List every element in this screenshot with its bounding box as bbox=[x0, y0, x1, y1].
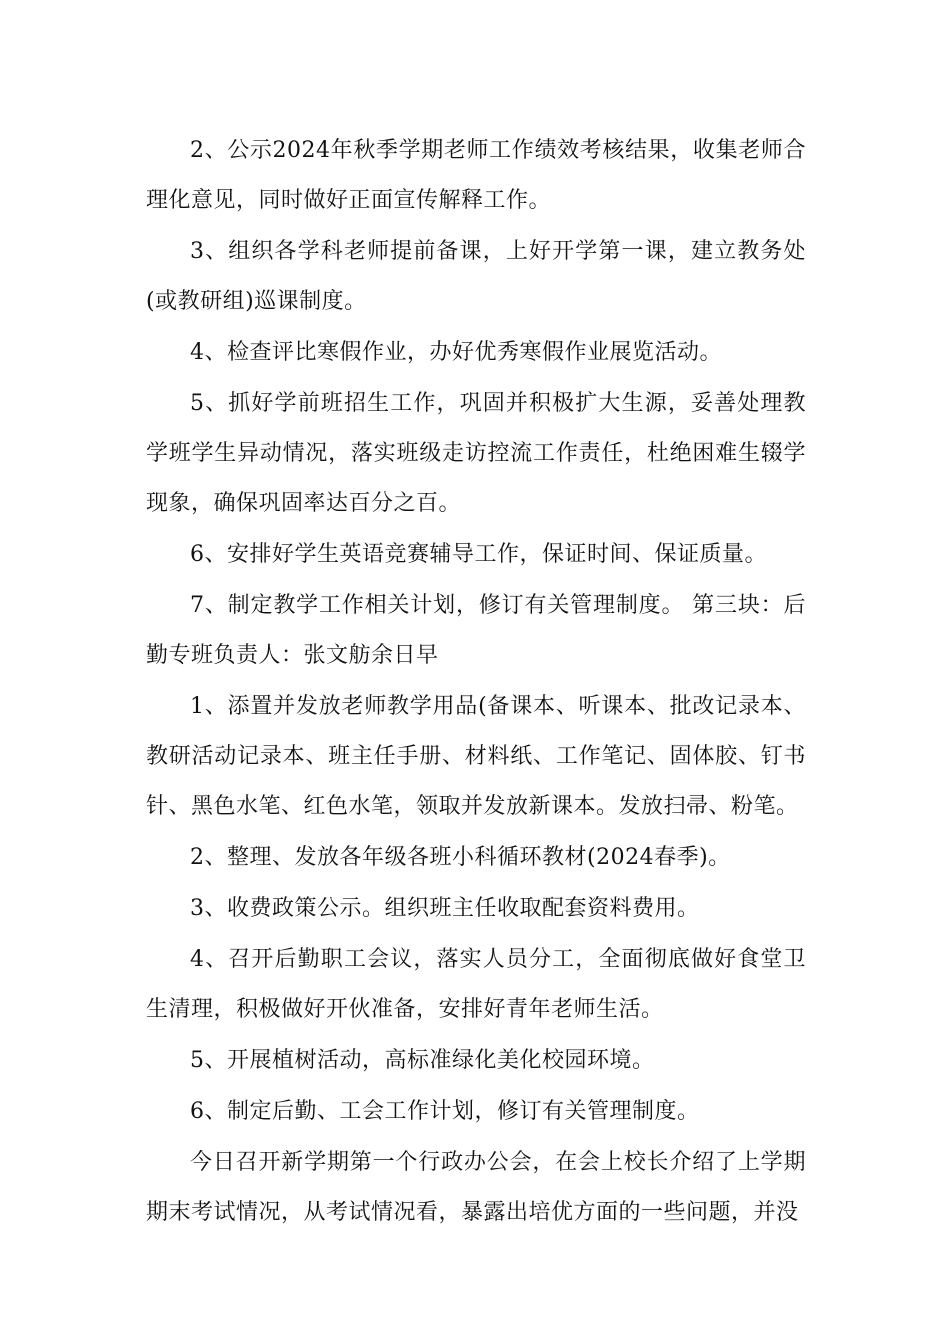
paragraph-item-7-and-section-three: 7、制定教学工作相关计划，修订有关管理制度。 第三块：后勤专班负责人：张文舫余日早 bbox=[146, 593, 806, 668]
paragraph-logistics-3: 3、收费政策公示。组织班主任收取配套资料费用。 bbox=[190, 896, 700, 921]
paragraph-item-6: 6、安排好学生英语竞赛辅导工作，保证时间、保证质量。 bbox=[190, 542, 767, 567]
paragraph-item-3: 3、组织各学科老师提前备课，上好开学第一课，建立教务处(或教研组)巡课制度。 bbox=[146, 239, 806, 314]
paragraph-logistics-6: 6、制定后勤、工会工作计划，修订有关管理制度。 bbox=[190, 1099, 700, 1124]
paragraph-item-4: 4、检查评比寒假作业，办好优秀寒假作业展览活动。 bbox=[190, 340, 722, 365]
paragraph-logistics-4: 4、召开后勤职工会议，落实人员分工，全面彻底做好食堂卫生清理，积极做好开伙准备，安排好青年老师生活。 bbox=[146, 947, 806, 1022]
document-body bbox=[146, 126, 806, 1239]
paragraph-logistics-5: 5、开展植树活动，高标准绿化美化校园环境。 bbox=[190, 1048, 655, 1073]
paragraph-item-5: 5、抓好学前班招生工作，巩固并积极扩大生源，妥善处理教学班学生异动情况，落实班级走访控流工作责任，杜绝困难生辍学现象，确保巩固率达百分之百。 bbox=[146, 391, 806, 516]
paragraph-meeting-summary: 今日召开新学期第一个行政办公会，在会上校长介绍了上学期期末考试情况，从考试情况看，暴露出培优方面的一些问题，并没 bbox=[146, 1150, 806, 1225]
paragraph-logistics-2: 2、整理、发放各年级各班小科循环教材(2024春季)。 bbox=[190, 845, 731, 870]
paragraph-logistics-1: 1、添置并发放老师教学用品(备课本、听课本、批改记录本、教研活动记录本、班主任手册、材料纸、工作笔记、固体胶、钉书针、黑色水笔、红色水笔，领取并发放新课本。发放扫帚、粉笔。 bbox=[146, 694, 806, 819]
paragraph-item-2: 2、公示2024年秋季学期老师工作绩效考核结果，收集老师合理化意见，同时做好正面宣传解释工作。 bbox=[146, 138, 806, 213]
